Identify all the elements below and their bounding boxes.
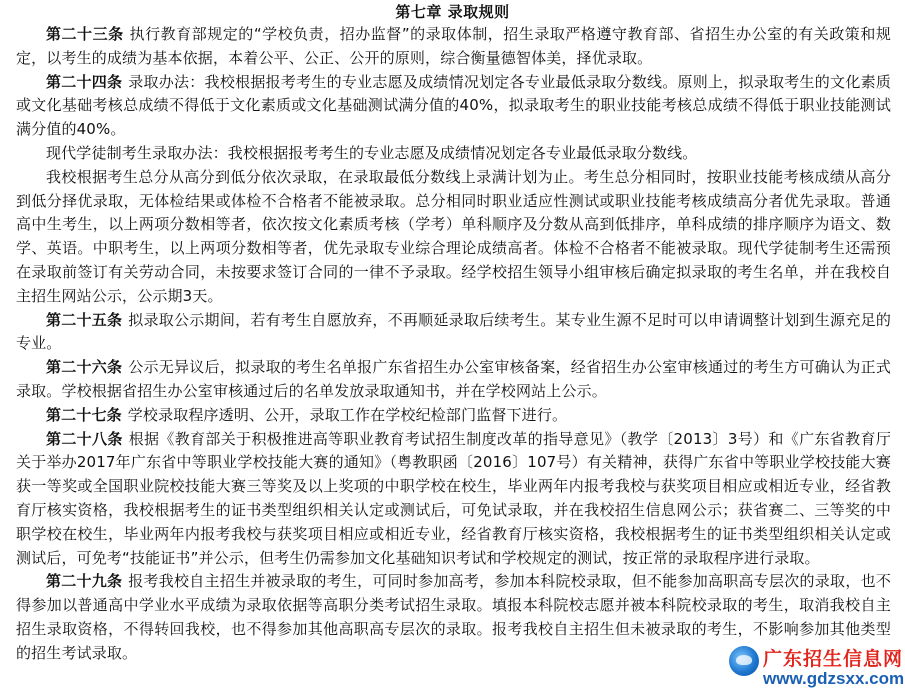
watermark-site-name: 广东招生信息网 [763,648,904,670]
article-text: 公示无异议后，拟录取的考生名单报广东省招生办公室审核备案，经省招生办公室审核通过的考生方可确认为正式录取。学校根据省招生办公室审核通过后的名单发放录取通知书，并在学校网站上公示。 [16,358,891,400]
article-28-paragraph [16,428,891,571]
article-label: 第二十八条 [46,429,123,448]
article-text: 拟录取公示期间，若有考生自愿放弃，不再顺延录取后续考生。某专业生源不足时可以申请调整计划到生源充足的专业。 [16,310,891,353]
article-label: 第二十九条 [46,572,123,591]
article-27-paragraph [16,404,891,428]
apprenticeship-admission-paragraph [16,142,891,166]
ranking-rules-paragraph [16,166,891,309]
article-label: 第二十五条 [46,310,123,329]
watermark-url: www.gdzsxx.com [763,669,905,688]
paragraph-text: 现代学徒制考生录取办法：我校根据报考考生的专业志愿及成绩情况划定各专业最低录取分数线。 [46,143,698,162]
article-text: 报考我校自主招生并被录取的考生，可同时参加高考，参加本科院校录取，但不能参加高职高专层次的录取，也不得参加以普通高中学业水平成绩为录取依据等高职分类考试招生录取。填报本科院校志愿并被本科院校录取的考生，取消我校自主招生录取资格，不得转回我校，也不得参加其他高职高专层次的录取。报考我校自主招生但未被录取的考生，不影响参加其他类型的招生考试录取。 [16,572,891,662]
chapter-title: 第七章 录取规则 [395,3,510,21]
paragraph-text: 我校根据考生总分从高分到低分依次录取，在录取最低分数线上录满计划为止。考生总分相同时，按职业技能考核成绩从高分到低分择优录取，无体检结果或体检不合格者不能被录取。总分相同时职业适应性测试或职业技能考核成绩高分者优先录取。普通高中生考生，以上两项分数相等者，依次按文化素质考核（学考）单科顺序及分数从高到低排序，单科成绩的排序顺序为语文、数学、英语。中职考生，以上两项分数相等者，优先录取专业综合理论成绩高者。体检不合格者不能被录取。现代学徒制考生还需预在录取前签订有关劳动合同，未按要求签订合同的一律不予录取。经学校招生领导小组审核后确定拟录取的考生名单，并在我校自主招生网站公示，公示期3天。 [16,167,891,305]
document-body [0,23,905,666]
article-text: 根据《教育部关于积极推进高等职业教育考试招生制度改革的指导意见》（教学〔2013〕3号）和《广东省教育厅关于举办2017年广东省中等职业学校技能大赛的通知》（粤教职函〔2016〕107号）有关精神，获得广东省中等职业学校技能大赛获一等奖或全国职业院校技能大赛三等奖及以上奖项的中职学校在校生，毕业两年内报考我校与获奖项目相应或相近专业，经省教育厅核实资格，我校根据考生的证书类型组织相关认定或测试后，可免试录取，并在我校招生信息网公示；获省赛二、三等奖的中职学校在校生，毕业两年内报考我校与获奖项目相应或相近专业，经省教育厅核实资格，我校根据考生的证书类型组织相关认定或测试后，可免考“技能证书”并公示，但考生仍需参加文化基础知识考试和学校规定的测试，按正常的录取程序进行录取。 [16,429,891,567]
article-text: 录取办法：我校根据报考考生的专业志愿及成绩情况划定各专业最低录取分数线。原则上，拟录取考生的文化素质或文化基础考核总成绩不得低于文化素质或文化基础测试满分值的40%，拟录取考生的职业技能考核总成绩不得低于职业技能测试满分值的40%。 [16,72,891,139]
article-23-paragraph [16,23,891,71]
article-label: 第二十七条 [46,405,122,424]
article-label: 第二十六条 [46,358,123,377]
article-label: 第二十三条 [46,25,124,43]
article-text: 学校录取程序透明、公开，录取工作在学校纪检部门监督下进行。 [127,405,568,424]
article-26-paragraph [16,356,891,404]
article-29-paragraph [16,570,891,665]
article-24-paragraph [16,71,891,142]
article-label: 第二十四条 [46,72,123,91]
article-25-paragraph [16,309,891,357]
article-text: 执行教育部规定的“学校负责，招办监督”的录取体制，招生录取严格遵守教育部、省招生办公室的有关政策和规定，以考生的成绩为基本依据，本着公平、公正、公开的原则，综合衡量德智体美，择优录取。 [16,25,891,67]
